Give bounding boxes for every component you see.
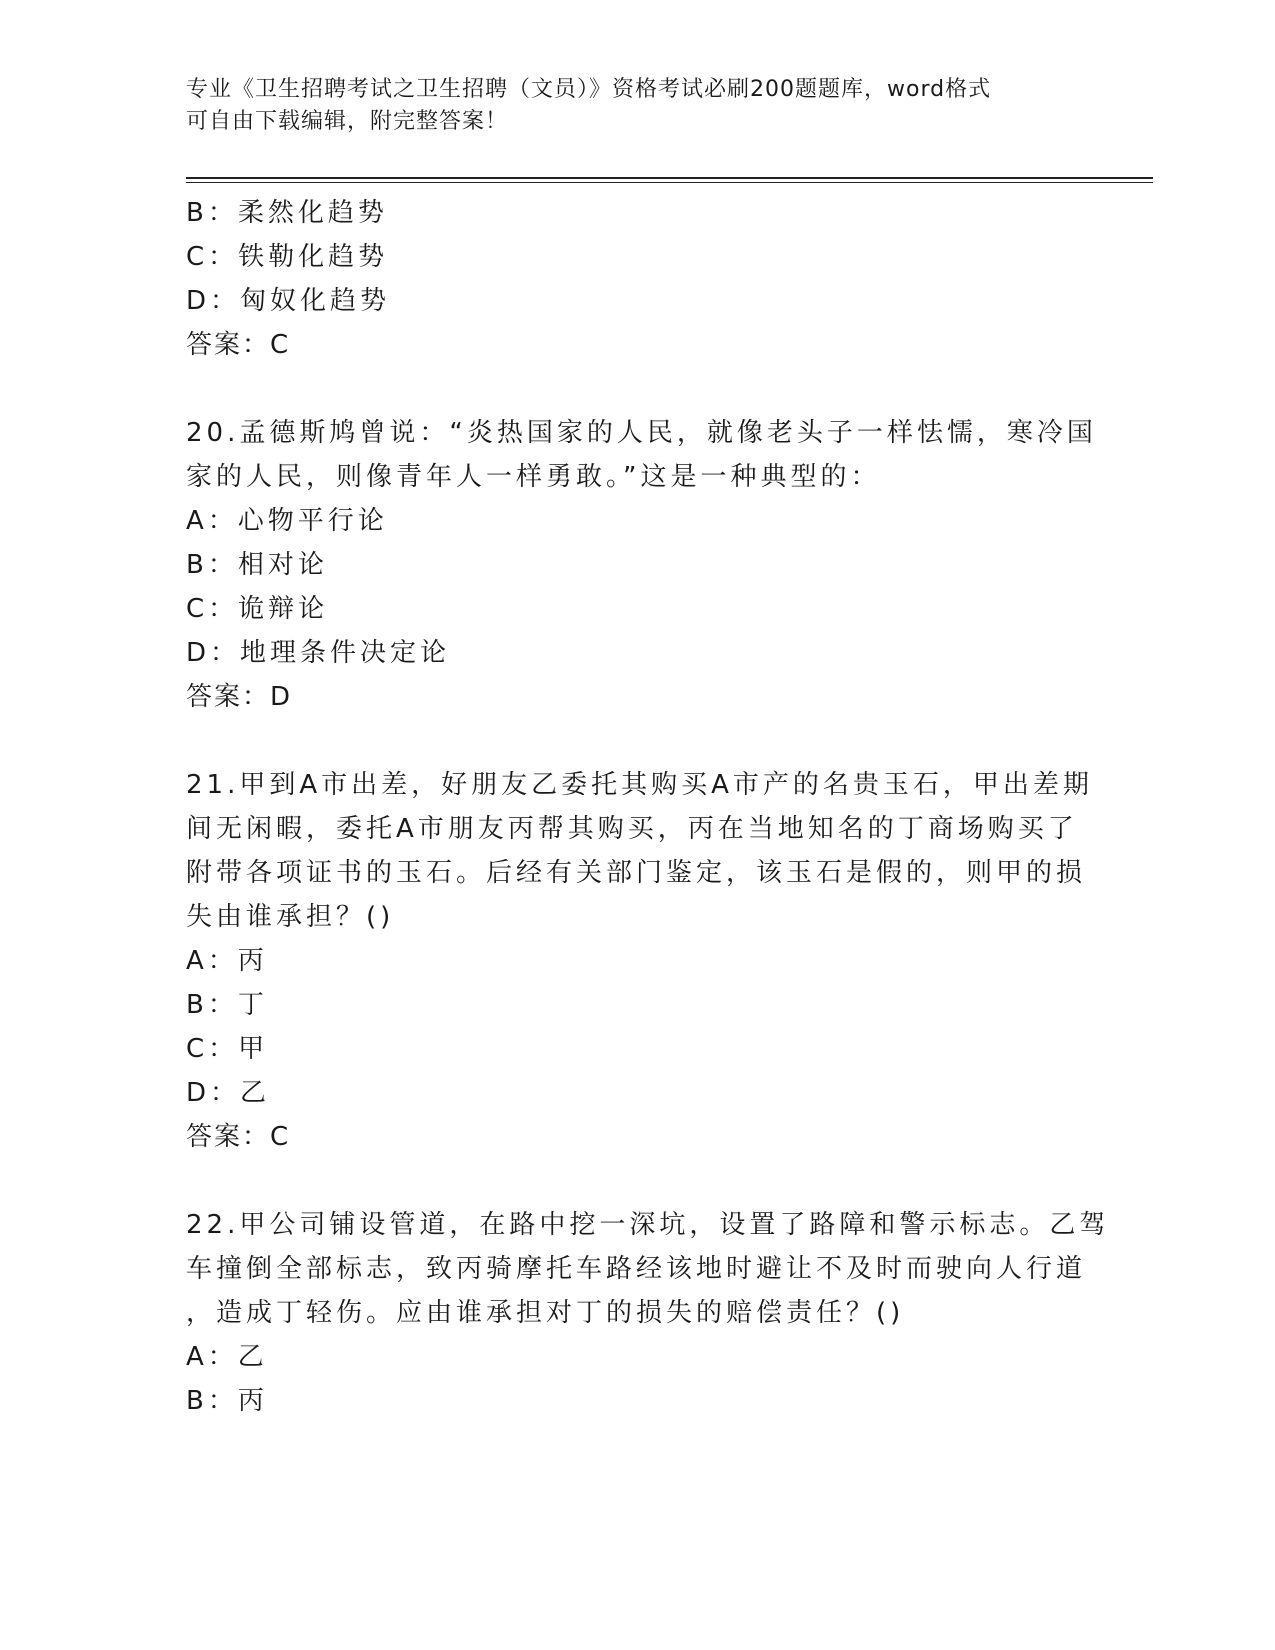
q20-text-line-1: 20.孟德斯鸠曾说：“炎热国家的人民，就像老头子一样怯懦，寒冷国 — [186, 418, 1097, 448]
q22-text-line-1: 22.甲公司铺设管道，在路中挖一深坑，设置了路障和警示标志。乙驾 — [186, 1210, 1110, 1240]
q19-option-d: D：匈奴化趋势 — [186, 286, 391, 316]
q21-option-d: D：乙 — [186, 1078, 271, 1108]
q19-answer: 答案：C — [186, 330, 291, 360]
q21-option-c: C：甲 — [186, 1034, 269, 1064]
q22-text-line-2: 车撞倒全部标志，致丙骑摩托车路经该地时避让不及时而驶向人行道 — [186, 1254, 1087, 1284]
document-header — [186, 74, 1066, 138]
q21-answer: 答案：C — [186, 1122, 291, 1152]
q20-option-c: C：诡辩论 — [186, 594, 329, 624]
header-line-2: 可自由下载编辑，附完整答案！ — [186, 109, 509, 134]
q21-option-b: B：丁 — [186, 990, 268, 1020]
q22-option-a: A：乙 — [186, 1342, 268, 1372]
q19-option-c: C：铁勒化趋势 — [186, 242, 389, 272]
q19-option-b: B：柔然化趋势 — [186, 198, 388, 228]
q21-option-a: A：丙 — [186, 946, 268, 976]
q21-text-line-2: 间无闲暇，委托A市朋友丙帮其购买，丙在当地知名的丁商场购买了 — [186, 814, 1078, 844]
q20-text-line-2: 家的人民，则像青年人一样勇敢。”这是一种典型的： — [186, 462, 881, 492]
q21-text-line-4: 失由谁承担？() — [186, 902, 395, 932]
q20-option-d: D：地理条件决定论 — [186, 638, 451, 668]
q22-text-line-3: ，造成丁轻伤。应由谁承担对丁的损失的赔偿责任？() — [186, 1298, 905, 1328]
q21-text-line-1: 21.甲到A市出差，好朋友乙委托其购买A市产的名贵玉石，甲出差期 — [186, 770, 1093, 800]
header-line-1: 专业《卫生招聘考试之卫生招聘（文员）》资格考试必刷200题题库，word格式 — [186, 77, 992, 102]
q20-option-b: B：相对论 — [186, 550, 328, 580]
q20-option-a: A：心物平行论 — [186, 506, 388, 536]
q22-option-b: B：丙 — [186, 1386, 268, 1416]
header-rule-thick — [186, 177, 1153, 179]
header-rule-thin — [186, 182, 1153, 183]
q20-answer: 答案：D — [186, 682, 293, 712]
q21-text-line-3: 附带各项证书的玉石。后经有关部门鉴定，该玉石是假的，则甲的损 — [186, 858, 1087, 888]
